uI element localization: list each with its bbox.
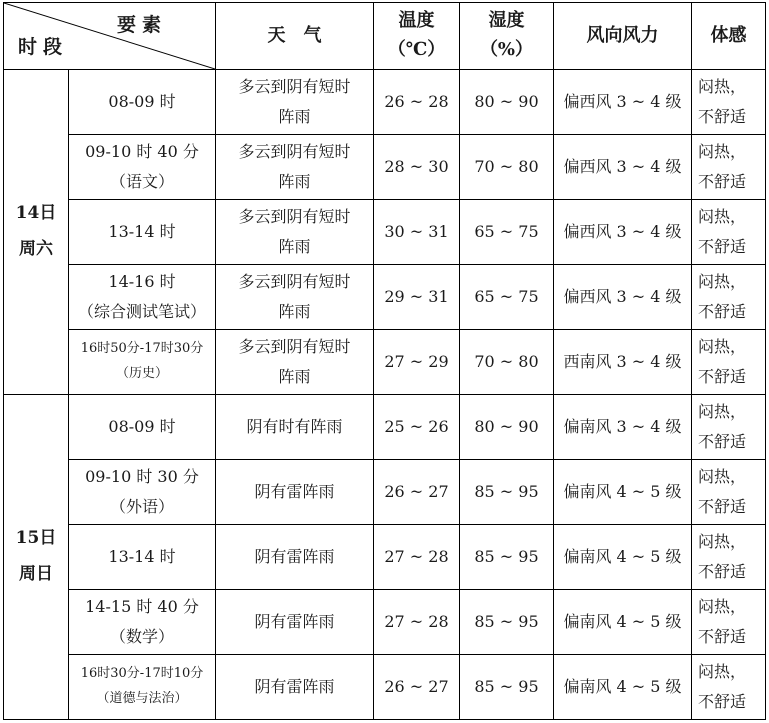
header-humidity [460, 3, 554, 70]
period-cell [69, 590, 216, 655]
temperature-cell: 27 ~ 28 [374, 525, 460, 590]
feel-cell [692, 655, 766, 720]
weather-cell [216, 330, 374, 395]
wind-cell: 偏南风 4 ~ 5 级 [554, 655, 692, 720]
weather-cell [216, 70, 374, 135]
feel-line2: 不舒适 [698, 107, 747, 126]
period-cell [69, 70, 216, 135]
feel-line1: 闷热， [698, 661, 747, 681]
weather-text-line1: 多云到阴有短时 [238, 336, 351, 356]
feel-line1: 闷热， [698, 206, 747, 226]
weather-text-line1: 多云到阴有短时 [238, 76, 351, 96]
period-time: 14-16 时 [108, 271, 176, 291]
header-wind: 风向风力 [554, 3, 692, 70]
feel-line2: 不舒适 [698, 367, 747, 386]
period-subject: （综合测试笔试） [77, 302, 206, 321]
weather-cell [216, 200, 374, 265]
feel-cell [692, 70, 766, 135]
period-cell [69, 200, 216, 265]
table-row [4, 460, 766, 525]
temperature-cell: 28 ~ 30 [374, 135, 460, 200]
header-temperature-unit: （℃） [387, 39, 446, 60]
humidity-cell: 65 ~ 75 [460, 200, 554, 265]
temperature-cell: 26 ~ 27 [374, 460, 460, 525]
weather-text-line1: 多云到阴有短时 [238, 141, 351, 161]
period-cell [69, 395, 216, 460]
feel-line2: 不舒适 [698, 497, 747, 516]
table-row [4, 70, 766, 135]
period-time: 13-14 时 [108, 546, 176, 566]
humidity-cell: 85 ~ 95 [460, 460, 554, 525]
period-cell [69, 460, 216, 525]
temperature-cell: 27 ~ 29 [374, 330, 460, 395]
weather-cell [216, 655, 374, 720]
feel-line1: 闷热， [698, 401, 747, 421]
feel-cell [692, 265, 766, 330]
period-cell [69, 655, 216, 720]
period-cell [69, 265, 216, 330]
period-time: 13-14 时 [108, 221, 176, 241]
period-time: 16时50分-17时30分 [80, 341, 204, 357]
temperature-cell: 26 ~ 28 [374, 70, 460, 135]
wind-cell: 偏南风 3 ~ 4 级 [554, 395, 692, 460]
weather-text-line1: 阴有时有阵雨 [246, 416, 343, 436]
weather-text-line2: 阵雨 [278, 107, 311, 126]
temperature-cell: 27 ~ 28 [374, 590, 460, 655]
header-temperature-label: 温度 [398, 10, 435, 32]
wind-cell: 偏西风 3 ~ 4 级 [554, 200, 692, 265]
table-row [4, 395, 766, 460]
humidity-cell: 65 ~ 75 [460, 265, 554, 330]
humidity-cell: 85 ~ 95 [460, 525, 554, 590]
feel-line2: 不舒适 [698, 237, 747, 256]
feel-cell [692, 135, 766, 200]
feel-cell [692, 395, 766, 460]
header-row [4, 3, 766, 70]
wind-cell: 偏西风 3 ~ 4 级 [554, 265, 692, 330]
header-temperature [374, 3, 460, 70]
header-humidity-label: 湿度 [488, 10, 525, 32]
period-cell [69, 135, 216, 200]
table-body [4, 70, 766, 720]
weather-text-line2: 阵雨 [278, 172, 311, 191]
header-weather: 天 气 [216, 3, 374, 70]
day-weekday: 周日 [19, 564, 53, 584]
weather-cell [216, 265, 374, 330]
feel-cell [692, 200, 766, 265]
wind-cell: 偏南风 4 ~ 5 级 [554, 590, 692, 655]
feel-line2: 不舒适 [698, 172, 747, 191]
day-date: 15日 [15, 528, 57, 549]
period-cell [69, 330, 216, 395]
feel-line1: 闷热， [698, 76, 747, 96]
day-weekday: 周六 [19, 239, 53, 259]
period-time: 14-15 时 40 分 [85, 596, 199, 616]
period-time: 08-09 时 [108, 91, 176, 111]
weather-forecast-table [3, 2, 766, 720]
weather-text-line1: 阴有雷阵雨 [254, 481, 335, 501]
weather-text-line2: 阵雨 [278, 237, 311, 256]
period-subject: （外语） [109, 497, 174, 516]
period-time: 08-09 时 [108, 416, 176, 436]
table-row [4, 135, 766, 200]
wind-cell: 西南风 3 ~ 4 级 [554, 330, 692, 395]
weather-text-line1: 多云到阴有短时 [238, 271, 351, 291]
feel-line1: 闷热， [698, 271, 747, 291]
period-subject: （道德与法治） [96, 691, 188, 706]
weather-text-line1: 阴有雷阵雨 [254, 546, 335, 566]
day-cell [4, 395, 69, 720]
feel-cell [692, 330, 766, 395]
period-time: 09-10 时 30 分 [85, 466, 199, 486]
feel-line2: 不舒适 [698, 692, 747, 711]
period-subject: （数学） [109, 627, 174, 646]
humidity-cell: 80 ~ 90 [460, 395, 554, 460]
weather-text-line2: 阵雨 [278, 367, 311, 386]
temperature-cell: 25 ~ 26 [374, 395, 460, 460]
humidity-cell: 85 ~ 95 [460, 655, 554, 720]
temperature-cell: 29 ~ 31 [374, 265, 460, 330]
period-time: 09-10 时 40 分 [85, 141, 199, 161]
humidity-cell: 70 ~ 80 [460, 135, 554, 200]
table-row [4, 525, 766, 590]
feel-line1: 闷热， [698, 596, 747, 616]
feel-line2: 不舒适 [698, 562, 747, 581]
feel-line1: 闷热， [698, 141, 747, 161]
weather-text-line1: 阴有雷阵雨 [254, 676, 335, 696]
temperature-cell: 30 ~ 31 [374, 200, 460, 265]
corner-header-cell [4, 3, 216, 70]
feel-line2: 不舒适 [698, 432, 747, 451]
table-row [4, 655, 766, 720]
table-row [4, 590, 766, 655]
period-cell [69, 525, 216, 590]
feel-cell [692, 590, 766, 655]
humidity-cell: 70 ~ 80 [460, 330, 554, 395]
feel-line2: 不舒适 [698, 302, 747, 321]
feel-line1: 闷热， [698, 336, 747, 356]
corner-label-period: 时段 [18, 35, 69, 58]
wind-cell: 偏西风 3 ~ 4 级 [554, 135, 692, 200]
day-cell [4, 70, 69, 395]
weather-cell [216, 135, 374, 200]
period-time: 16时30分-17时10分 [80, 666, 204, 682]
wind-cell: 偏南风 4 ~ 5 级 [554, 525, 692, 590]
period-subject: （历史） [115, 366, 168, 381]
wind-cell: 偏西风 3 ~ 4 级 [554, 70, 692, 135]
table-row [4, 330, 766, 395]
weather-text-line1: 阴有雷阵雨 [254, 611, 335, 631]
humidity-cell: 85 ~ 95 [460, 590, 554, 655]
wind-cell: 偏南风 4 ~ 5 级 [554, 460, 692, 525]
weather-cell [216, 460, 374, 525]
table-row [4, 265, 766, 330]
corner-label-elements: 要素 [116, 14, 167, 36]
feel-line1: 闷热， [698, 466, 747, 486]
weather-cell [216, 590, 374, 655]
feel-cell [692, 525, 766, 590]
day-date: 14日 [15, 203, 57, 224]
header-humidity-unit: （%） [479, 39, 534, 60]
header-feel: 体感 [692, 3, 766, 70]
table-row [4, 200, 766, 265]
feel-line1: 闷热， [698, 531, 747, 551]
feel-cell [692, 460, 766, 525]
period-subject: （语文） [109, 172, 174, 191]
weather-text-line2: 阵雨 [278, 302, 311, 321]
temperature-cell: 26 ~ 27 [374, 655, 460, 720]
humidity-cell: 80 ~ 90 [460, 70, 554, 135]
weather-text-line1: 多云到阴有短时 [238, 206, 351, 226]
weather-cell [216, 395, 374, 460]
feel-line2: 不舒适 [698, 627, 747, 646]
weather-cell [216, 525, 374, 590]
